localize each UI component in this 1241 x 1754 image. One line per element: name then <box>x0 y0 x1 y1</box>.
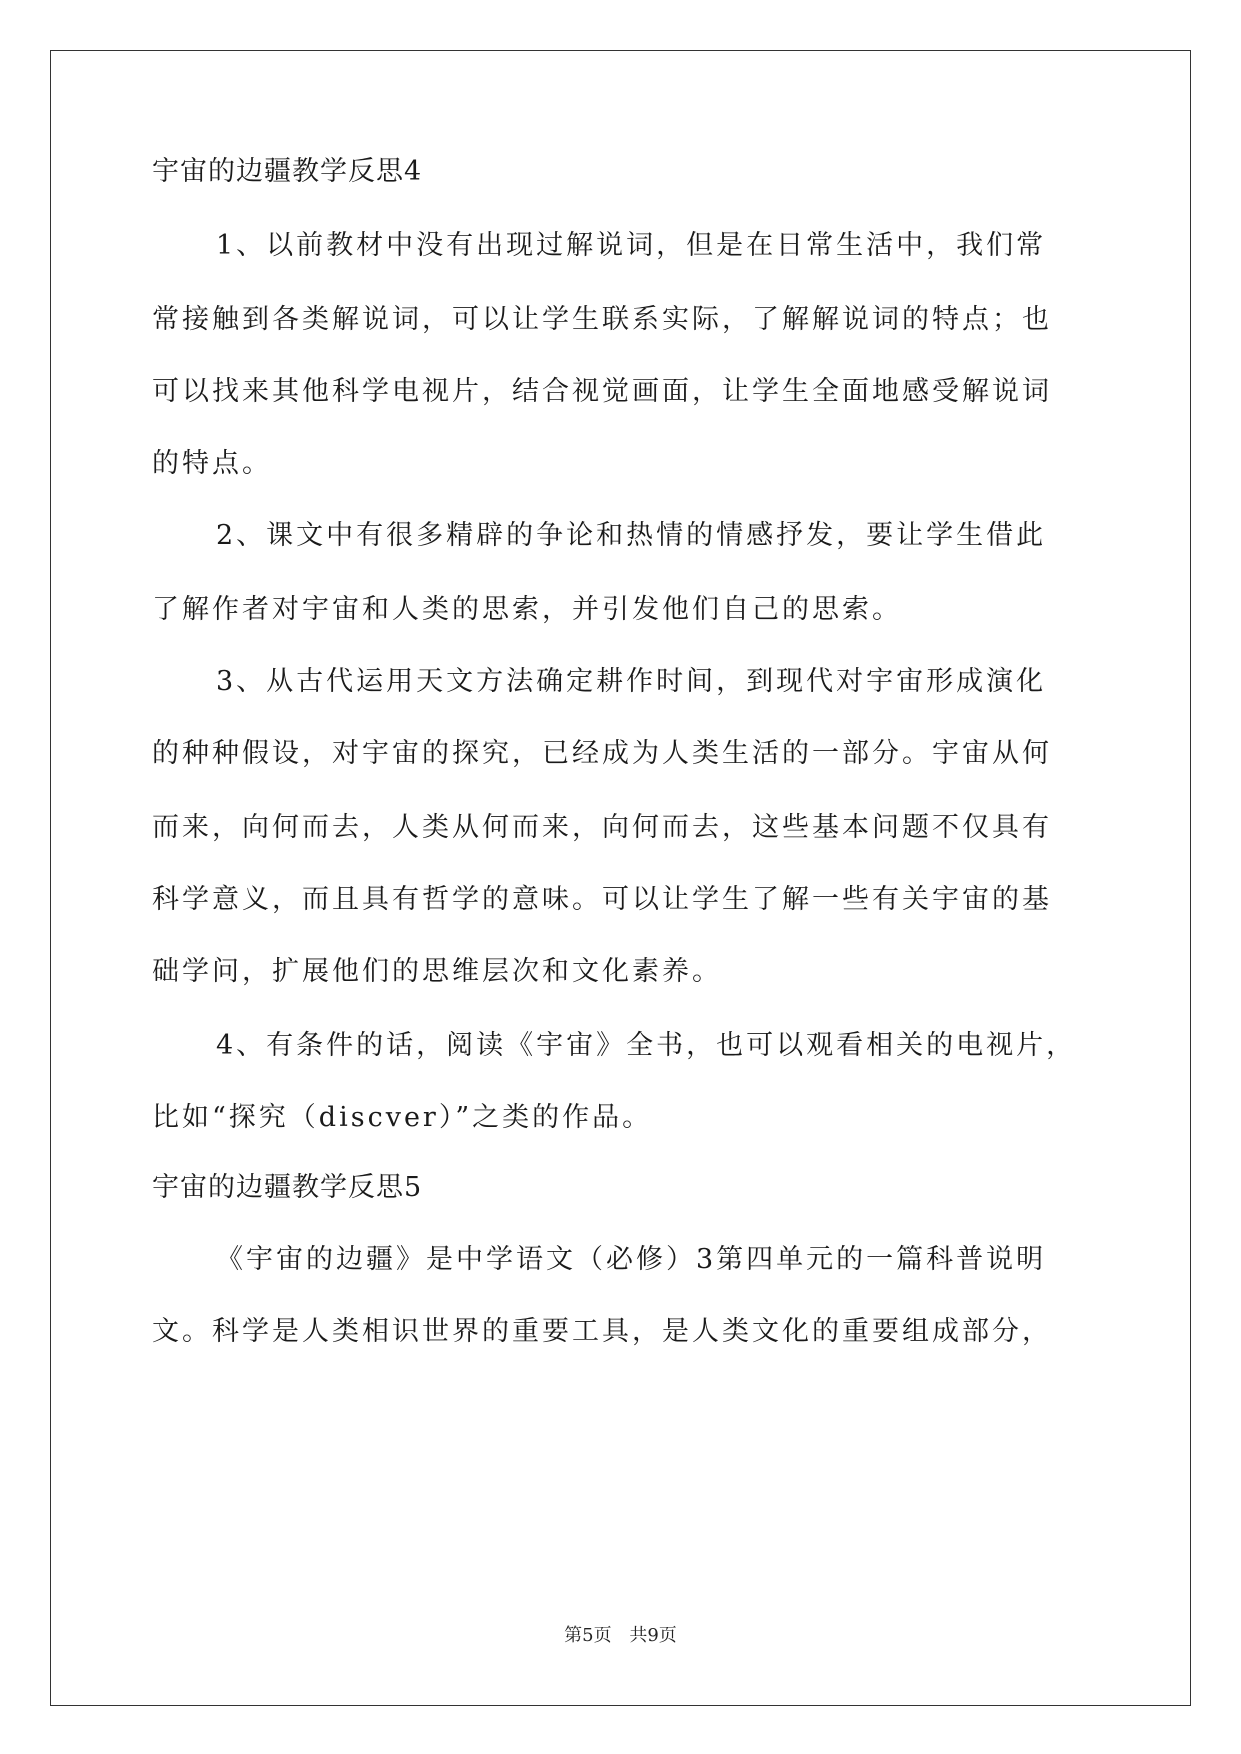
paragraph-line: 2、课文中有很多精辟的争论和热情的情感抒发，要让学生借此 <box>216 520 1047 551</box>
paragraph-line: 《宇宙的边疆》是中学语文（必修）3第四单元的一篇科普说明 <box>216 1244 1047 1275</box>
paragraph-line: 的种种假设，对宇宙的探究，已经成为人类生活的一部分。宇宙从何 <box>152 738 1052 769</box>
paragraph-line: 比如“探究（discver）”之类的作品。 <box>152 1102 653 1133</box>
paragraph-line: 常接触到各类解说词，可以让学生联系实际，了解解说词的特点；也 <box>152 304 1052 335</box>
paragraph-line: 文。科学是人类相识世界的重要工具，是人类文化的重要组成部分， <box>152 1316 1052 1347</box>
section-4-heading: 宇宙的边疆教学反思4 <box>152 156 423 187</box>
paragraph-line: 3、从古代运用天文方法确定耕作时间，到现代对宇宙形成演化 <box>216 666 1047 697</box>
paragraph-line: 了解作者对宇宙和人类的思索，并引发他们自己的思索。 <box>152 594 902 625</box>
paragraph-line: 而来，向何而去，人类从何而来，向何而去，这些基本问题不仅具有 <box>152 812 1052 843</box>
paragraph-line: 的特点。 <box>152 448 272 479</box>
page-total: 共9页 <box>629 1625 677 1646</box>
page-border <box>50 50 1191 1706</box>
paragraph-line: 4、有条件的话，阅读《宇宙》全书，也可以观看相关的电视片， <box>216 1030 1077 1061</box>
paragraph-line: 1、以前教材中没有出现过解说词，但是在日常生活中，我们常 <box>216 230 1047 261</box>
section-5-heading: 宇宙的边疆教学反思5 <box>152 1172 423 1203</box>
paragraph-line: 科学意义，而且具有哲学的意味。可以让学生了解一些有关宇宙的基 <box>152 884 1052 915</box>
paragraph-line: 可以找来其他科学电视片，结合视觉画面，让学生全面地感受解说词 <box>152 376 1052 407</box>
page-footer <box>0 1624 1241 1648</box>
page-number: 第5页 <box>564 1625 612 1646</box>
paragraph-line: 础学问，扩展他们的思维层次和文化素养。 <box>152 956 722 987</box>
